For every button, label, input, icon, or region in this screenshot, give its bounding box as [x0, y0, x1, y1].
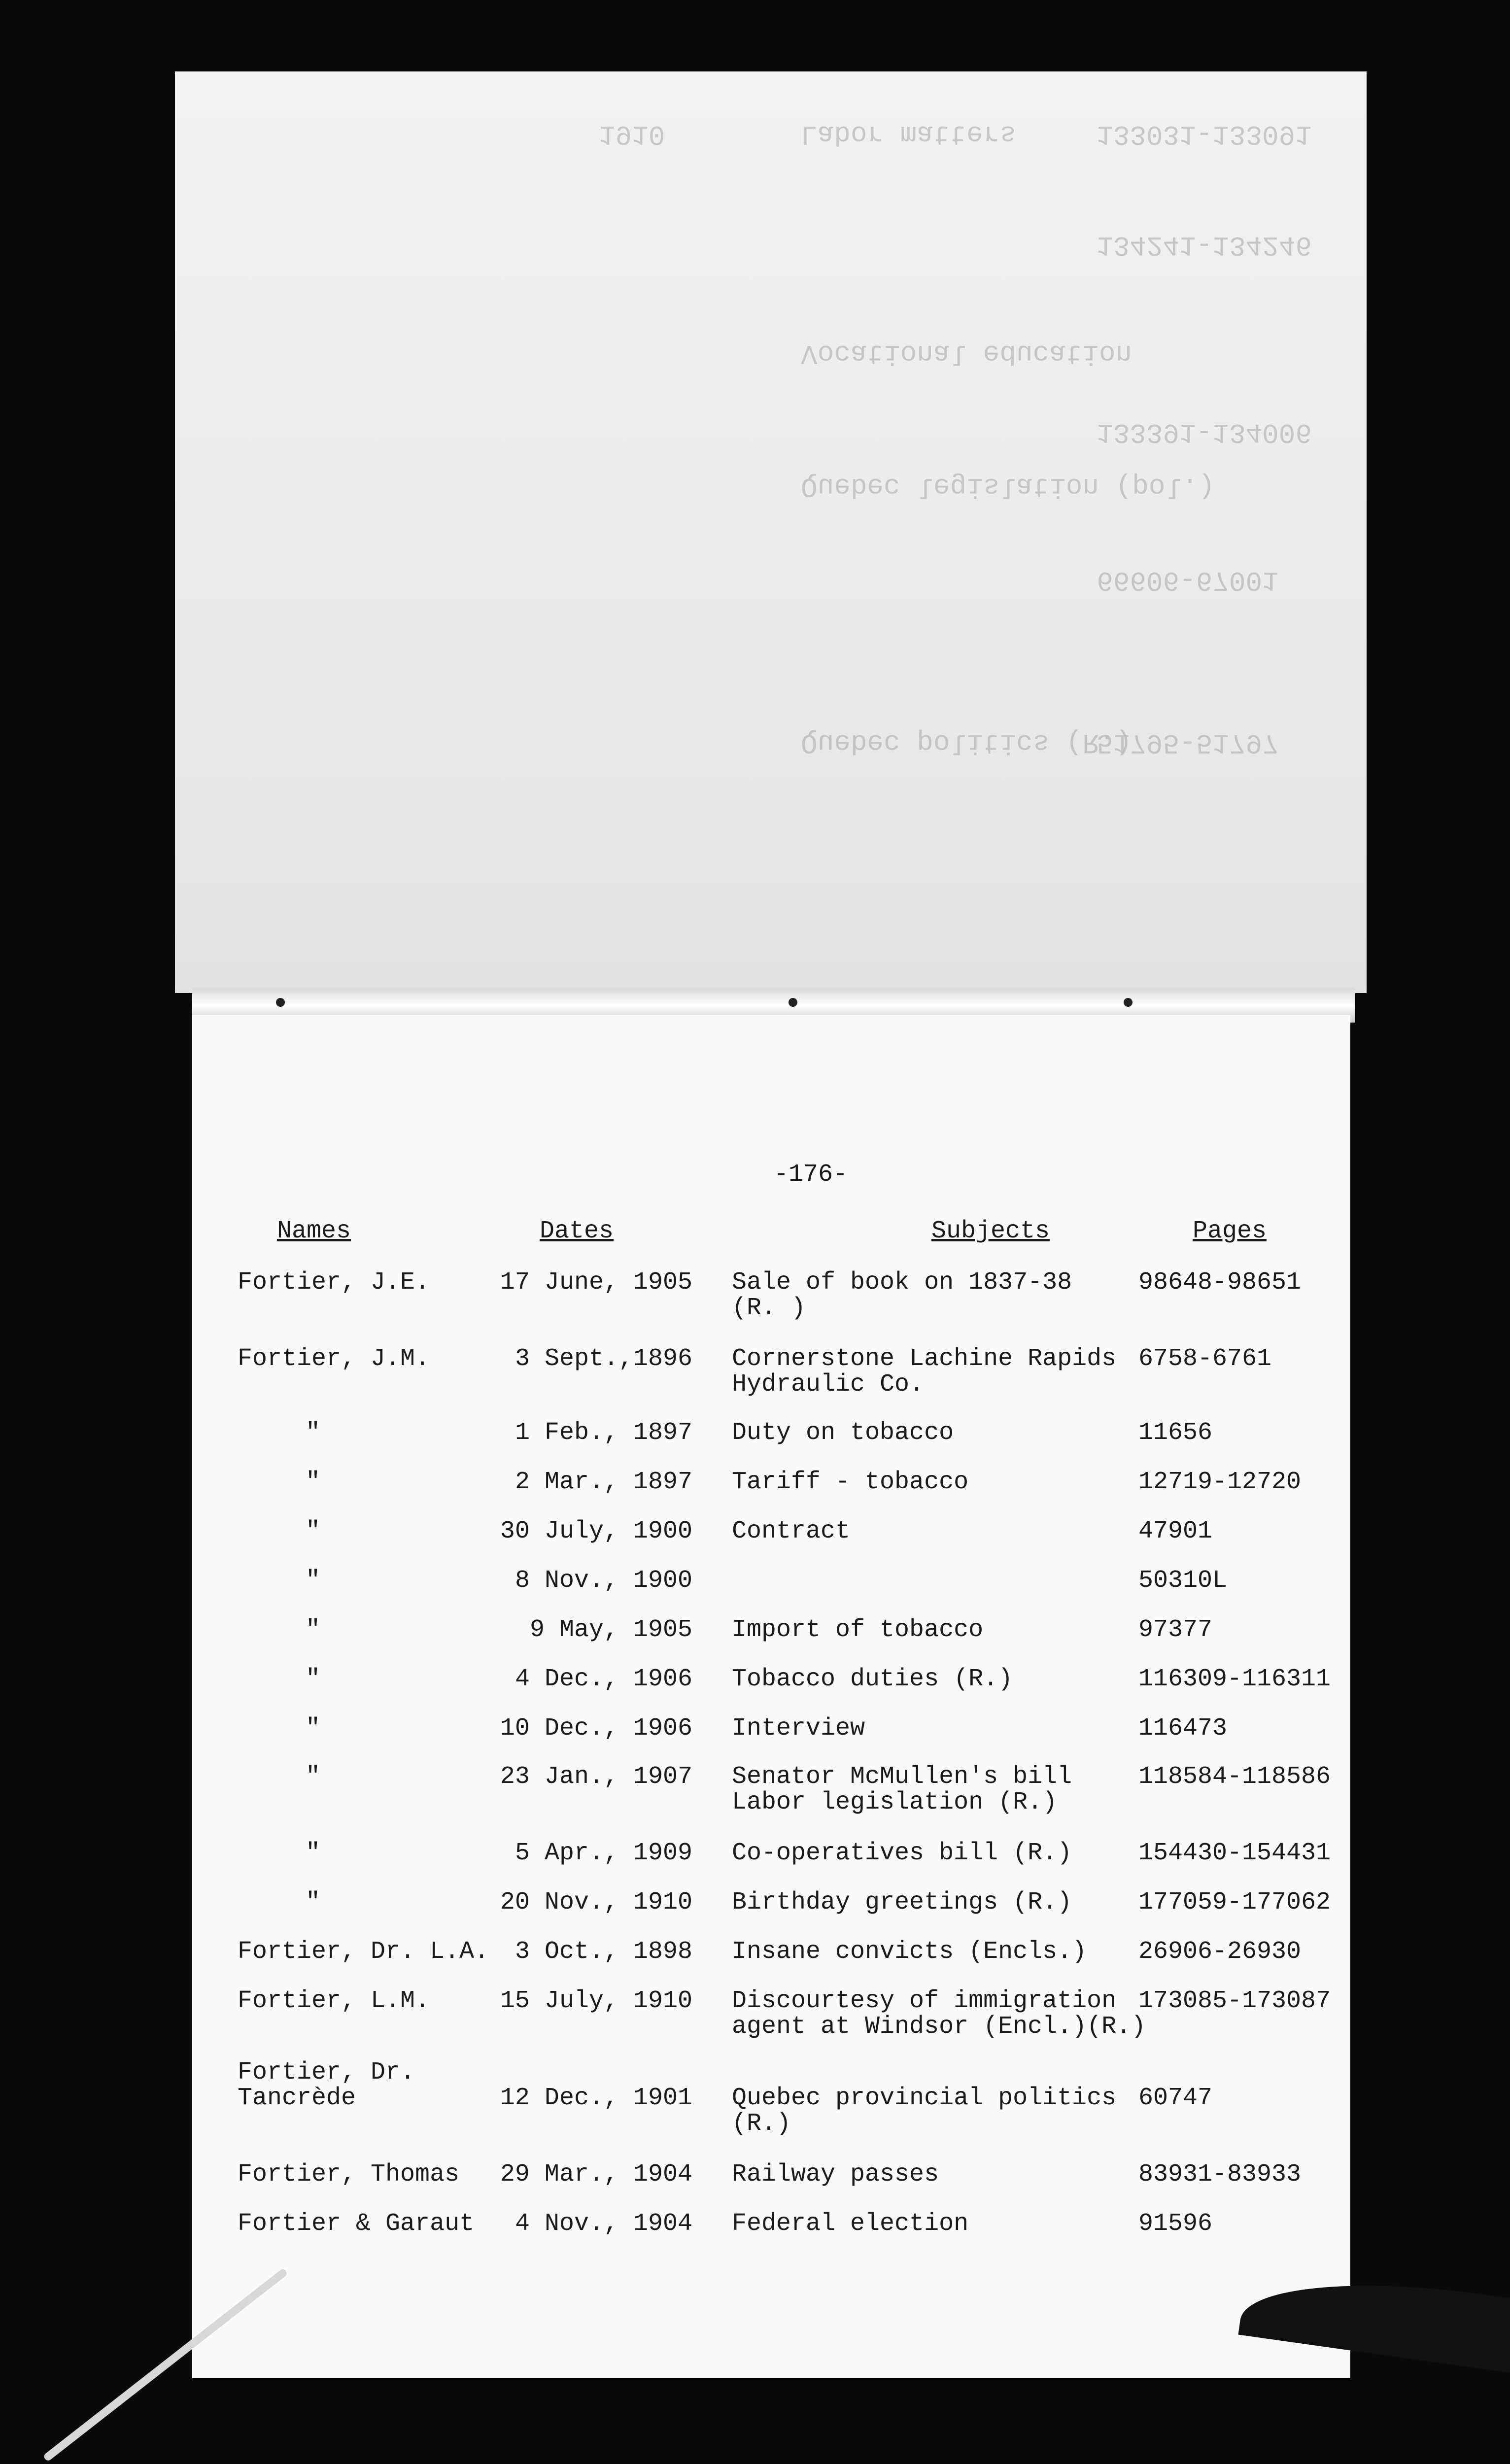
subject-cell: Quebec provincial politics: [732, 2084, 1117, 2112]
ditto-mark: ": [306, 1714, 321, 1743]
date-cell: 17 June, 1905: [500, 1268, 692, 1297]
date-cell: 4 Dec., 1906: [515, 1665, 692, 1693]
subject-cell: Senator McMullen's bill: [732, 1763, 1072, 1791]
subject-cell: Tariff - tobacco: [732, 1468, 969, 1496]
date-cell: 30 July, 1900: [500, 1517, 692, 1545]
header-subjects: Subjects: [931, 1217, 1050, 1245]
ditto-mark: ": [306, 1839, 321, 1867]
subject-cell: Cornerstone Lachine Rapids: [732, 1345, 1117, 1373]
pages-cell: 83931-83933: [1138, 2160, 1302, 2189]
binding-dot: [789, 998, 797, 1007]
name-cell-line2: Tancrède: [238, 2084, 356, 2112]
name-cell: Fortier, Thomas: [238, 2160, 460, 2189]
ditto-mark: ": [306, 1419, 321, 1447]
pages-cell: 12719-12720: [1138, 1468, 1302, 1496]
date-cell: 9 May, 1905: [529, 1616, 692, 1644]
name-cell: Fortier, Dr. L.A.: [238, 1938, 489, 1966]
subject-cell-line2: (R. ): [732, 1294, 806, 1322]
ditto-mark: ": [306, 1763, 321, 1791]
subject-cell: Railway passes: [732, 2160, 939, 2189]
pages-cell: 26906-26930: [1138, 1938, 1302, 1966]
header-names: Names: [277, 1217, 351, 1245]
name-cell: Fortier, Dr.: [238, 2058, 415, 2087]
header-pages: Pages: [1193, 1217, 1267, 1245]
subject-cell-line2: agent at Windsor (Encl.)(R.): [732, 2013, 1146, 2041]
date-cell: 15 July, 1910: [500, 1987, 692, 2015]
bleed-text: Labor matters: [801, 118, 1016, 150]
pages-cell: 154430-154431: [1138, 1839, 1331, 1867]
subject-cell: Federal election: [732, 2210, 969, 2238]
pages-cell: 98648-98651: [1138, 1268, 1302, 1297]
pages-cell: 173085-173087: [1138, 1987, 1331, 2015]
pages-cell: 97377: [1138, 1616, 1213, 1644]
pages-cell: 6758-6761: [1138, 1345, 1272, 1373]
name-cell: Fortier, J.M.: [238, 1345, 430, 1373]
subject-cell: Import of tobacco: [732, 1616, 984, 1644]
subject-cell-line2: Labor legislation (R.): [732, 1788, 1058, 1816]
date-cell: 3 Oct., 1898: [515, 1938, 692, 1966]
bleed-text: 51795-51797: [1097, 727, 1279, 758]
bleed-text: Quebec legislation (pol.): [801, 471, 1215, 502]
name-cell: Fortier, L.M.: [238, 1987, 430, 2015]
pages-cell: 11656: [1138, 1419, 1213, 1447]
date-cell: 10 Dec., 1906: [500, 1714, 692, 1743]
ditto-mark: ": [306, 1616, 321, 1644]
date-cell: 2 Mar., 1897: [515, 1468, 692, 1496]
binding-dot: [276, 998, 285, 1007]
subject-cell: Insane convicts (Encls.): [732, 1938, 1087, 1966]
binding-dot: [1124, 998, 1132, 1007]
pages-cell: 118584-118586: [1138, 1763, 1331, 1791]
bleed-text: 134241-134246: [1097, 229, 1312, 261]
subject-cell: Discourtesy of immigration: [732, 1987, 1117, 2015]
subject-cell: Sale of book on 1837-38: [732, 1268, 1072, 1297]
pages-cell: 91596: [1138, 2210, 1213, 2238]
bleed-text: Vocational education: [801, 338, 1132, 369]
subject-cell: Contract: [732, 1517, 851, 1545]
subject-cell-line2: Hydraulic Co.: [732, 1370, 925, 1399]
ditto-mark: ": [306, 1567, 321, 1595]
bleed-text: 133031-133091: [1097, 118, 1312, 150]
ditto-mark: ": [306, 1665, 321, 1693]
date-cell: 1 Feb., 1897: [515, 1419, 692, 1447]
subject-cell-line2: (R.): [732, 2110, 791, 2138]
pages-cell: 50310L: [1138, 1567, 1228, 1595]
date-cell: 4 Nov., 1904: [515, 2210, 692, 2238]
bleed-text: Quebec politics (R.): [801, 727, 1132, 758]
header-dates: Dates: [540, 1217, 614, 1245]
pages-cell: 116309-116311: [1138, 1665, 1331, 1693]
date-cell: 29 Mar., 1904: [500, 2160, 692, 2189]
pages-cell: 47901: [1138, 1517, 1213, 1545]
date-cell: 8 Nov., 1900: [515, 1567, 692, 1595]
subject-cell: Duty on tobacco: [732, 1419, 954, 1447]
bleed-text: 66606-67001: [1097, 564, 1279, 596]
date-cell: 5 Apr., 1909: [515, 1839, 692, 1867]
page-number: -176-: [774, 1161, 848, 1189]
name-cell: Fortier, J.E.: [238, 1268, 430, 1297]
name-cell: Fortier & Garaut: [238, 2210, 475, 2238]
pages-cell: 60747: [1138, 2084, 1213, 2112]
date-cell: 20 Nov., 1910: [500, 1888, 692, 1916]
date-cell: 3 Sept.,1896: [515, 1345, 692, 1373]
subject-cell: Tobacco duties (R.): [732, 1665, 1013, 1693]
pages-cell: 116473: [1138, 1714, 1228, 1743]
date-cell: 12 Dec., 1901: [500, 2084, 692, 2112]
pages-cell: 177059-177062: [1138, 1888, 1331, 1916]
ditto-mark: ": [306, 1517, 321, 1545]
bleed-text: 1910: [599, 118, 665, 150]
date-cell: 23 Jan., 1907: [500, 1763, 692, 1791]
ditto-mark: ": [306, 1888, 321, 1916]
subject-cell: Interview: [732, 1714, 865, 1743]
bleed-text: 133391-134006: [1097, 416, 1312, 448]
ditto-mark: ": [306, 1468, 321, 1496]
subject-cell: Birthday greetings (R.): [732, 1888, 1072, 1916]
subject-cell: Co-operatives bill (R.): [732, 1839, 1072, 1867]
previous-page: [175, 71, 1367, 993]
